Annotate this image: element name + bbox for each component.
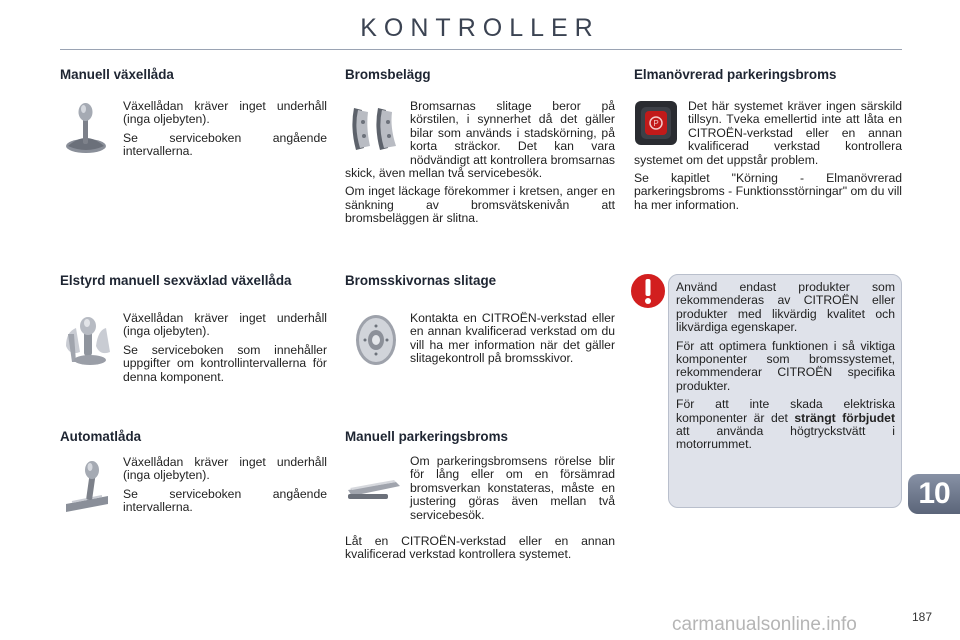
manual-gearbox-text <box>123 100 327 164</box>
section-brake-discs <box>345 273 615 288</box>
warning-text-end: att använda högtryckstvätt i motorrummet. <box>676 424 895 452</box>
section-automatic <box>60 429 310 444</box>
electric-gearbox-text <box>123 312 327 389</box>
warning-text-start: För att inte skada elektriska komponenter är det <box>676 397 895 425</box>
manual-parking-brake-text <box>410 455 615 527</box>
paragraph: Se serviceboken som innehåller uppgifter om kontrollintervallerna för denna komponent. <box>123 342 327 384</box>
section-heading: Elstyrd manuell sexväxlad växellåda <box>60 273 292 288</box>
paragraph: Se serviceboken angående intervallerna. <box>123 486 327 515</box>
section-heading: Bromsskivornas slitage <box>345 273 497 288</box>
handbrake-lever-icon <box>346 462 402 502</box>
section-electric-parking-brake <box>634 67 904 82</box>
warning-icon <box>628 271 668 311</box>
paragraph: Låt en CITROËN-verkstad eller en annan kvalificerad verkstad kontrollera systemet. <box>345 534 615 562</box>
section-heading: Bromsbelägg <box>345 67 431 82</box>
icon-spacer <box>345 100 410 166</box>
paragraph: Se serviceboken angående intervallerna. <box>123 130 327 159</box>
section-heading: Elmanövrerad parkeringsbroms <box>634 67 837 82</box>
automatic-text <box>123 456 327 520</box>
automatic-selector-icon <box>62 458 112 514</box>
paragraph: Växellådan kräver inget underhåll (inga oljebyten). <box>123 311 327 339</box>
brake-pads-paragraph-1: Bromsarnas slitage beror på körstilen, i synnerhet då det gäller bilar som används i stadskörning, på korta sträckor. Det kan vara nödvändigt att kontrollera bromsarnas skick, även mellan två servicebesök. <box>345 99 615 181</box>
brake-disc-icon <box>350 312 402 368</box>
section-heading: Automatlåda <box>60 429 142 444</box>
svg-text:P: P <box>653 119 659 128</box>
paragraph: Växellådan kräver inget underhåll (inga oljebyten). <box>123 455 327 483</box>
gear-lever-icon <box>62 100 110 156</box>
paragraph: Om inget läckage förekommer i kretsen, anger en sänkning av bromsvätskenivån att bromsbeläggen är slitna. <box>345 184 615 226</box>
brake-pads-text <box>345 100 615 231</box>
manual-parking-brake-text-2 <box>345 535 615 567</box>
paragraph: Kontakta en CITROËN-verkstad eller en annan kvalificerad verkstad om du vill ha mer information när det gäller slitagekontroll på bromsskivor. <box>410 311 615 366</box>
section-manual-gearbox <box>60 67 330 82</box>
paragraph: Växellådan kräver inget underhåll (inga oljebyten). <box>123 99 327 127</box>
section-heading: Manuell parkeringsbroms <box>345 429 508 444</box>
section-heading: Manuell växellåda <box>60 67 174 82</box>
warning-paragraph: Använd endast produkter som rekommenderas av CITROËN eller produkter med likvärdig kvalitet och likvärdiga egenskaper. <box>676 280 895 335</box>
page-number: 187 <box>912 610 933 624</box>
warning-paragraph <box>676 398 895 452</box>
electric-parking-brake-text <box>634 100 902 217</box>
chapter-tab: 10 <box>908 474 960 514</box>
icon-spacer <box>634 100 688 152</box>
brake-discs-text <box>410 312 615 371</box>
section-manual-parking-brake <box>345 429 615 444</box>
paddle-shifter-icon <box>62 312 116 368</box>
section-electric-gearbox <box>60 273 310 288</box>
page-title: KONTROLLER <box>360 14 600 42</box>
paragraph: Det här systemet kräver ingen särskild tillsyn. Tveka emellertid inte att låta en CITROËN-verkstad eller en annan kvalificerad verkstad kontrollera systemet om det uppstår problem. <box>634 99 902 167</box>
title-divider <box>60 49 902 50</box>
warning-text <box>676 281 895 457</box>
section-brake-pads <box>345 67 615 82</box>
paragraph: Se kapitlet "Körning - Elmanövrerad parkeringsbroms - Funktionsstörningar" om du vill ha mer information. <box>634 171 902 212</box>
watermark: carmanualsonline.info <box>672 614 857 635</box>
warning-paragraph: För att optimera funktionen i så viktiga komponenter som bromssystemet, rekommenderar CITROËN specifika produkter. <box>676 338 895 393</box>
paragraph: Om parkeringsbromsens rörelse blir för lång eller om en försämrad bromsverkan konstateras, måste en justering göras även mellan två servicebesök. <box>410 454 615 522</box>
warning-emphasis: strängt förbjudet <box>794 410 896 425</box>
